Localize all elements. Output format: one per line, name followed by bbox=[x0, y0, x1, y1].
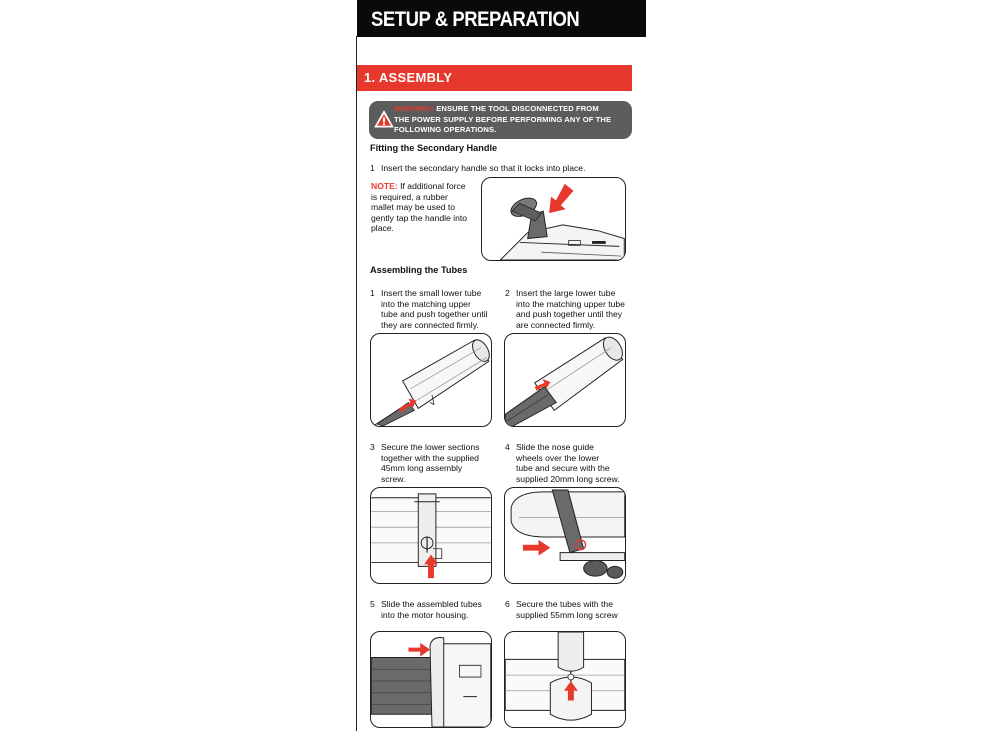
note-line-1: If additional force bbox=[397, 181, 466, 191]
small-tube-drawing bbox=[371, 334, 491, 426]
step-line: into the matching upper tube bbox=[516, 298, 625, 309]
secondary-handle-drawing bbox=[482, 178, 625, 260]
motor-housing-drawing bbox=[371, 632, 491, 727]
long-screw-drawing bbox=[505, 632, 625, 727]
warning-label: WARNING: bbox=[394, 104, 435, 113]
step-number: 1 bbox=[370, 163, 375, 173]
step-number: 4 bbox=[505, 442, 510, 452]
warning-line-2: THE POWER SUPPLY BEFORE PERFORMING ANY OF THE bbox=[394, 114, 612, 124]
handle-illustration bbox=[481, 177, 626, 261]
step-text: Insert the secondary handle so that it locks into place. bbox=[381, 163, 586, 173]
note-block bbox=[371, 181, 477, 234]
note-line-2: is required, a rubber bbox=[371, 191, 448, 202]
step-number: 1 bbox=[370, 288, 375, 298]
note-line-5: place. bbox=[371, 223, 394, 234]
step-number: 2 bbox=[505, 288, 510, 298]
warning-triangle-icon bbox=[374, 110, 394, 128]
handle-heading: Fitting the Secondary Handle bbox=[370, 143, 498, 153]
section-bar bbox=[357, 65, 632, 91]
step-number: 5 bbox=[370, 599, 375, 609]
note-line-4: gently tap the handle into bbox=[371, 212, 468, 223]
note-label: NOTE: bbox=[371, 181, 398, 191]
tubes-heading: Assembling the Tubes bbox=[370, 265, 468, 275]
warning-line-3: FOLLOWING OPERATIONS. bbox=[394, 125, 497, 135]
header-bar bbox=[357, 0, 646, 37]
step-text bbox=[516, 599, 618, 620]
step-line: Secure the lower sections bbox=[381, 442, 480, 452]
step-3-illustration bbox=[370, 487, 492, 584]
step-number: 6 bbox=[505, 599, 510, 609]
step-4-illustration bbox=[504, 487, 626, 584]
step-line: 45mm long assembly bbox=[381, 463, 463, 474]
step-number: 3 bbox=[370, 442, 375, 452]
page-title: SETUP & PREPARATION bbox=[371, 8, 580, 31]
assembly-screw-drawing bbox=[371, 488, 491, 583]
step-line: screw. bbox=[381, 473, 406, 484]
step-line: Slide the nose guide bbox=[516, 442, 594, 452]
page-edge-line bbox=[356, 36, 357, 731]
step-line: Insert the large lower tube bbox=[516, 288, 616, 298]
step-line: and push together until they bbox=[516, 309, 623, 320]
step-2-illustration bbox=[504, 333, 626, 427]
step-text bbox=[381, 599, 482, 620]
step-line: supplied 55mm long screw bbox=[516, 609, 618, 620]
step-6-illustration bbox=[504, 631, 626, 728]
step-line: into the matching upper bbox=[381, 298, 471, 309]
large-tube-drawing bbox=[505, 334, 625, 426]
step-line: Secure the tubes with the bbox=[516, 599, 613, 609]
step-line: Insert the small lower tube bbox=[381, 288, 482, 298]
step-line: into the motor housing. bbox=[381, 609, 469, 620]
step-text bbox=[381, 288, 488, 330]
step-line: tube and push together until bbox=[381, 309, 488, 320]
note-line-3: mallet may be used to bbox=[371, 202, 456, 213]
nose-guide-wheels-drawing bbox=[505, 488, 625, 583]
warning-box bbox=[369, 101, 632, 139]
step-text bbox=[381, 442, 479, 484]
section-title: 1. ASSEMBLY bbox=[364, 70, 453, 85]
step-line: supplied 20mm long screw. bbox=[516, 473, 620, 484]
step-text bbox=[516, 442, 620, 484]
warning-line-1: ENSURE THE TOOL DISCONNECTED FROM bbox=[434, 104, 599, 113]
step-5-illustration bbox=[370, 631, 492, 728]
step-1-illustration bbox=[370, 333, 492, 427]
step-line: are connected firmly. bbox=[516, 319, 596, 330]
step-text bbox=[516, 288, 625, 330]
warning-text bbox=[394, 104, 630, 136]
step-line: tube and secure with the bbox=[516, 463, 610, 474]
step-line: together with the supplied bbox=[381, 452, 479, 463]
step-line: Slide the assembled tubes bbox=[381, 599, 482, 609]
step-line: wheels over the lower bbox=[516, 452, 600, 463]
step-line: they are connected firmly. bbox=[381, 319, 479, 330]
